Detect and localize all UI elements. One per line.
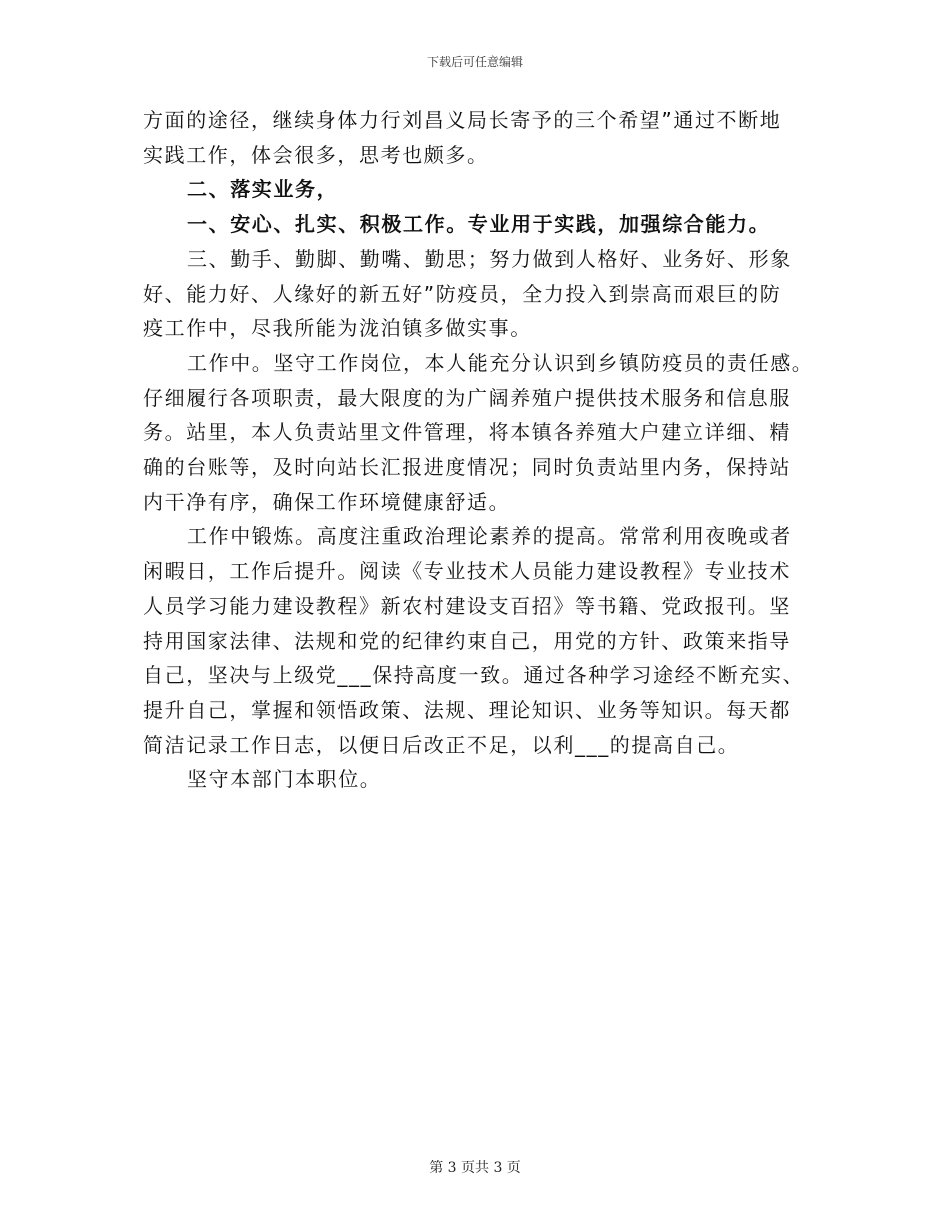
document-body (143, 103, 814, 797)
paragraph-line: 实践工作，体会很多，思考也颇多。 (143, 142, 489, 167)
paragraph-line: 好、能力好、人缘好的新五好”防疫员，全力投入到崇高而艰巨的防 (143, 281, 782, 306)
paragraph-line: 提升自己，掌握和领悟政策、法规、理论知识、业务等知识。每天都 (143, 697, 791, 722)
paragraph-line: 坚守本部门本职位。 (187, 767, 382, 792)
page-number: 第 3 页共 3 页 (429, 1160, 521, 1176)
paragraph-line: 仔细履行各项职责，最大限度的为广阔养殖户提供技术服务和信息服 (143, 385, 791, 410)
paragraph-line: 简洁记录工作日志，以便日后改正不足，以利___的提高自己。 (143, 732, 740, 757)
page-header: 下载后可任意编辑 (426, 55, 523, 69)
paragraph-line: 工作中。坚守工作岗位，本人能充分认识到乡镇防疫员的责任感。 (187, 350, 814, 375)
paragraph-line: 务。站里，本人负责站里文件管理，将本镇各养殖大户建立详细、精 (143, 420, 791, 445)
paragraph-line: 自己，坚决与上级党___保持高度一致。通过各种学习途经不断充实、 (143, 663, 805, 688)
paragraph-line: 持用国家法律、法规和党的纪律约束自己，用党的方针、政策来指导 (143, 628, 791, 653)
paragraph-line: 人员学习能力建设教程》新农村建设支百招》等书籍、党政报刊。坚 (143, 593, 791, 618)
paragraph-line: 闲暇日，工作后提升。阅读《专业技术人员能力建设教程》专业技术 (143, 559, 791, 584)
section-heading: 一、安心、扎实、积极工作。专业用于实践，加强综合能力。 (187, 212, 771, 237)
paragraph-line: 三、勤手、勤脚、勤嘴、勤思；努力做到人格好、业务好、形象 (187, 246, 792, 271)
section-heading: 二、落实业务， (187, 177, 339, 202)
paragraph-line: 工作中锻炼。高度注重政治理论素养的提高。常常利用夜晚或者 (187, 524, 792, 549)
paragraph-line: 确的台账等，及时向站长汇报进度情况；同时负责站里内务，保持站 (143, 455, 791, 480)
paragraph-line: 方面的途径，继续身体力行刘昌义局长寄予的三个希望”通过不断地 (143, 108, 782, 132)
paragraph-line: 内干净有序，确保工作环境健康舒适。 (143, 489, 511, 514)
paragraph-line: 疫工作中，尽我所能为泷泊镇多做实事。 (143, 316, 532, 341)
